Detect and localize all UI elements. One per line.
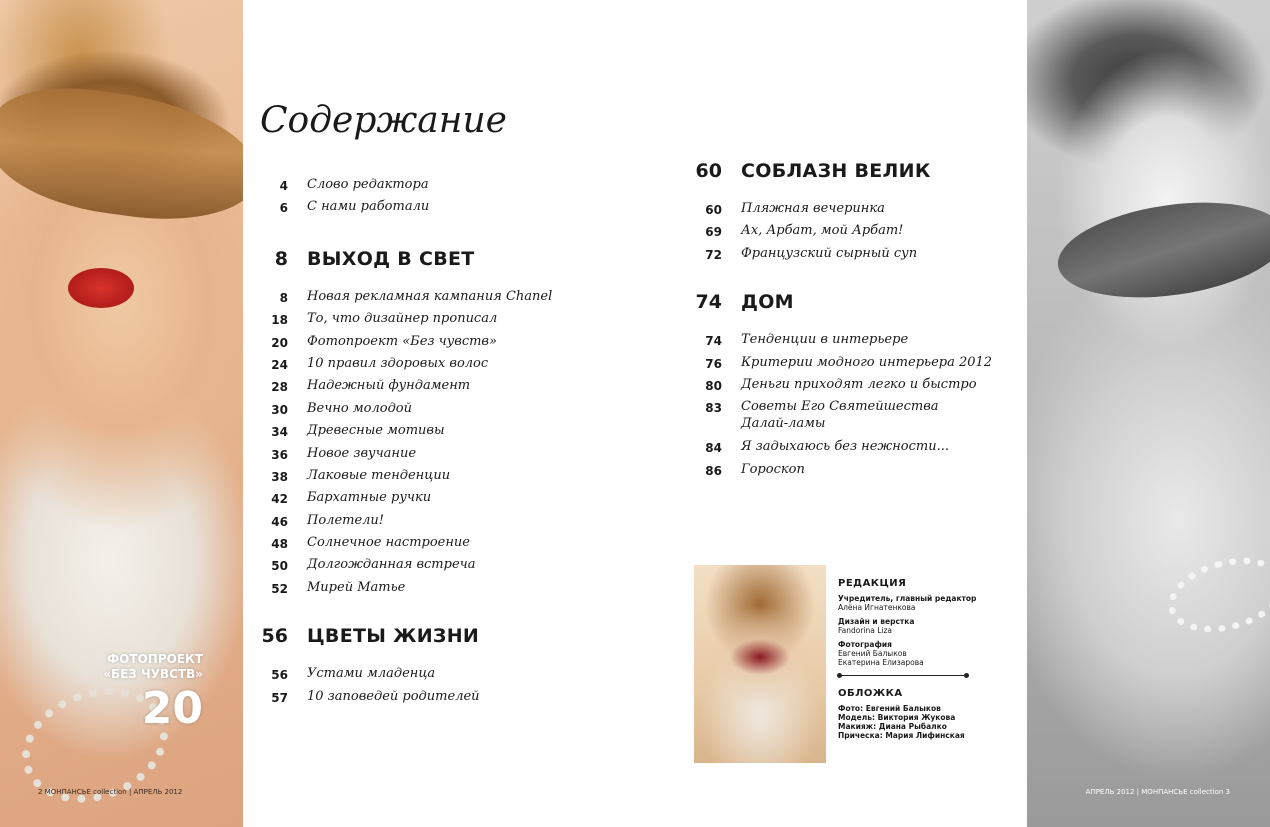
- entry-title: Французский сырный суп: [741, 245, 918, 261]
- entry-title: Лаковые тенденции: [307, 467, 451, 483]
- page-number: 30: [271, 402, 288, 417]
- toc-entry[interactable]: [692, 245, 1022, 267]
- entry-title: Надежный фундамент: [307, 378, 471, 394]
- page-number: 42: [271, 492, 288, 507]
- page-number: 52: [271, 581, 288, 596]
- entry-title: Ах, Арбат, мой Арбат!: [741, 223, 904, 239]
- section-heading[interactable]: [258, 621, 598, 651]
- page-number: 18: [271, 313, 288, 328]
- entry-title-line-1: Советы Его Святейшества: [741, 399, 939, 415]
- toc-entry[interactable]: [258, 198, 598, 220]
- section-title: СОБЛАЗН ВЕЛИК: [741, 160, 931, 182]
- toc-entry[interactable]: [258, 556, 598, 578]
- toc-right-column: [692, 156, 1022, 483]
- credit-label: Дизайн и верстка: [838, 617, 915, 626]
- entry-title: Деньги приходят легко и быстро: [741, 376, 977, 392]
- page-number: 8: [279, 290, 288, 305]
- toc-entry[interactable]: [258, 467, 598, 489]
- entry-title: Фотопроект «Без чувств»: [307, 333, 497, 349]
- toc-entry[interactable]: [258, 400, 598, 422]
- page-number: 86: [705, 463, 722, 478]
- photo-caption: [103, 652, 203, 734]
- credits-block: [838, 578, 988, 740]
- toc-entry[interactable]: [692, 461, 1022, 483]
- cover-credit-line: Фото: Евгений Балыков: [838, 704, 941, 713]
- page-number: 4: [279, 179, 288, 193]
- page-number: 74: [705, 334, 722, 349]
- toc-entry[interactable]: [258, 288, 598, 310]
- entry-title: Бархатные ручки: [307, 490, 432, 506]
- credit-value: Fandorina Liza: [838, 626, 893, 635]
- toc-entry[interactable]: [258, 489, 598, 511]
- entry-title: Мирей Матье: [307, 579, 406, 595]
- photo-right: [1027, 0, 1270, 827]
- entry-title: Солнечное настроение: [307, 535, 471, 551]
- section-page-number: 8: [274, 247, 288, 270]
- toc-entry[interactable]: [258, 688, 598, 710]
- cover-credit-line: Прическа: Мария Лифинская: [838, 731, 965, 740]
- entry-title: Слово редактора: [307, 177, 429, 192]
- caption-line-2: «БЕЗ ЧУВСТВ»: [103, 667, 203, 681]
- cover-credit-line: Модель: Виктория Жукова: [838, 713, 956, 722]
- section-title: ЦВЕТЫ ЖИЗНИ: [307, 625, 480, 648]
- section-heading[interactable]: [258, 244, 598, 274]
- toc-entry[interactable]: [258, 579, 598, 601]
- credit-item: [838, 640, 988, 667]
- toc-title: Содержание: [260, 100, 507, 141]
- caption-line-1: ФОТОПРОЕКТ: [107, 652, 203, 666]
- bracelet-shape: [1160, 546, 1270, 645]
- credit-item: [838, 617, 988, 635]
- credit-label: Фотография: [838, 640, 892, 649]
- toc-entry[interactable]: [258, 310, 598, 332]
- page-number: 28: [271, 380, 288, 395]
- divider: [838, 675, 968, 676]
- page-number: 34: [271, 425, 288, 440]
- page-number: 80: [705, 378, 722, 393]
- entry-title: Тенденции в интерьере: [741, 332, 909, 348]
- section-title: ВЫХОД В СВЕТ: [307, 247, 475, 270]
- cover-credit-line: Макияж: Диана Рыбалко: [838, 722, 947, 731]
- cover-heading: ОБЛОЖКА: [838, 688, 903, 699]
- toc-entry[interactable]: [692, 438, 1022, 460]
- credits-heading: РЕДАКЦИЯ: [838, 578, 907, 589]
- lips-shape: [68, 268, 134, 308]
- entry-title: Пляжная вечеринка: [741, 201, 885, 216]
- page-number: 46: [271, 514, 288, 529]
- section-page-number: 56: [261, 625, 288, 648]
- page-number: 60: [705, 203, 722, 217]
- page-number: 20: [271, 335, 288, 350]
- page-number: 56: [271, 668, 288, 683]
- toc-entry[interactable]: [258, 665, 598, 687]
- page-number: 36: [271, 447, 288, 462]
- entry-title: [741, 398, 939, 432]
- toc-entry[interactable]: [258, 176, 598, 198]
- toc-entry[interactable]: [692, 222, 1022, 244]
- toc-entry[interactable]: [692, 376, 1022, 398]
- page-number: 69: [705, 225, 722, 240]
- page-number: 76: [705, 356, 722, 371]
- toc-entry[interactable]: [258, 422, 598, 444]
- entry-title: Долгожданная встреча: [307, 557, 476, 573]
- toc-left-column: [258, 176, 598, 710]
- toc-entry[interactable]: [258, 333, 598, 355]
- toc-entry[interactable]: [258, 534, 598, 556]
- toc-entry[interactable]: [258, 355, 598, 377]
- section-heading[interactable]: [692, 156, 1022, 186]
- entry-title: Новая рекламная кампания Chanel: [307, 288, 553, 304]
- entry-title: Полетели!: [307, 512, 385, 528]
- entry-title: Древесные мотивы: [307, 423, 445, 439]
- page-number: 48: [271, 537, 288, 552]
- entry-title: Устами младенца: [307, 666, 436, 682]
- folio-left: 2 МОНПАНСЬЕ collection | АПРЕЛЬ 2012: [38, 788, 183, 796]
- caption-page-number: 20: [141, 683, 203, 734]
- entry-title: С нами работали: [307, 199, 430, 215]
- cover-thumbnail: [694, 565, 826, 763]
- toc-entry[interactable]: [258, 377, 598, 399]
- section-page-number: 60: [695, 160, 722, 182]
- section-page-number: 74: [695, 291, 722, 314]
- section-title: ДОМ: [741, 291, 794, 314]
- folio-right: АПРЕЛЬ 2012 | МОНПАНСЬЕ collection 3: [1085, 788, 1230, 796]
- toc-entry[interactable]: [258, 512, 598, 534]
- credit-value: Алёна Игнатенкова: [838, 603, 916, 612]
- hair-shape: [1052, 189, 1270, 310]
- entry-title: 10 правил здоровых волос: [307, 355, 489, 371]
- toc-entry[interactable]: [258, 445, 598, 467]
- page-number: 72: [705, 247, 722, 262]
- credit-label: Учредитель, главный редактор: [838, 594, 977, 603]
- toc-entry[interactable]: [692, 398, 1022, 438]
- entry-title: Критерии модного интерьера 2012: [741, 354, 993, 370]
- toc-entry[interactable]: [692, 331, 1022, 353]
- toc-entry[interactable]: [692, 200, 1022, 222]
- toc-entry[interactable]: [692, 354, 1022, 376]
- entry-title: Я задыхаюсь без нежности...: [741, 439, 949, 455]
- credit-item: [838, 594, 988, 612]
- page-number: 38: [271, 469, 288, 484]
- credit-value: Евгений Балыков: [838, 649, 907, 658]
- entry-title: Гороскоп: [741, 461, 805, 477]
- entry-title: То, что дизайнер прописал: [307, 311, 498, 327]
- page-number: 84: [705, 441, 722, 456]
- page-number: 50: [271, 559, 288, 574]
- page-number: 57: [271, 690, 288, 705]
- page-number: 6: [279, 201, 288, 216]
- entry-title: Вечно молодой: [307, 400, 413, 416]
- cover-photo-left: [0, 0, 243, 827]
- entry-title: 10 заповедей родителей: [307, 688, 480, 704]
- entry-title: Новое звучание: [307, 445, 417, 461]
- credit-value-2: Екатерина Елизарова: [838, 658, 924, 667]
- page-number: 83: [705, 401, 722, 416]
- hair-shape: [0, 77, 243, 233]
- entry-title-line-2: Далай-ламы: [741, 416, 826, 432]
- section-heading[interactable]: [692, 287, 1022, 317]
- page-number: 24: [271, 357, 288, 372]
